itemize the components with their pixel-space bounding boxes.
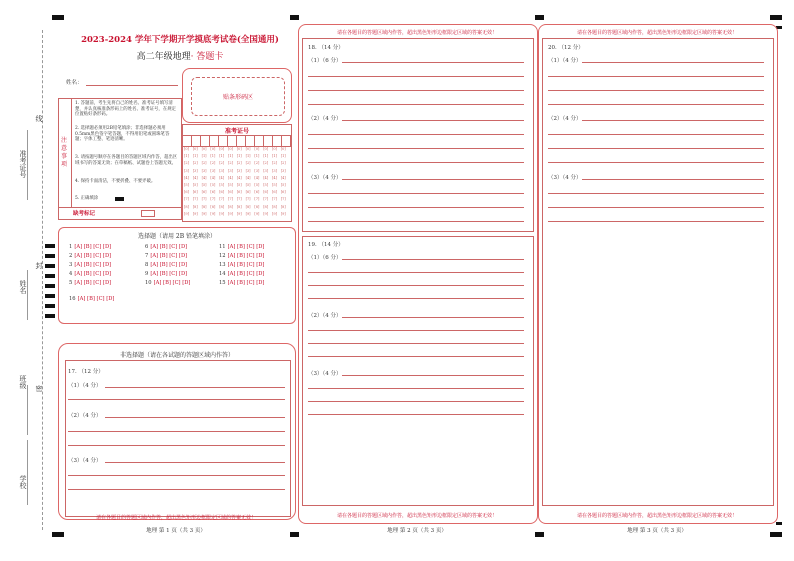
digit-bubble[interactable]: [3] bbox=[280, 168, 286, 173]
digit-bubble[interactable]: [7] bbox=[280, 197, 286, 202]
digit-bubble[interactable]: [3] bbox=[184, 168, 189, 173]
digit-bubble[interactable]: [6] bbox=[228, 190, 233, 195]
timing-mark bbox=[45, 304, 55, 308]
answer-line[interactable] bbox=[548, 104, 764, 105]
registration-mark bbox=[535, 15, 544, 20]
answer-line[interactable] bbox=[582, 120, 764, 121]
digit-bubble[interactable]: [8] bbox=[210, 204, 216, 209]
answer-line[interactable] bbox=[308, 401, 524, 402]
digit-bubble[interactable]: [1] bbox=[263, 154, 269, 159]
line-side-label: 线 bbox=[35, 115, 43, 122]
name-label: 姓名： bbox=[66, 80, 83, 86]
digit-bubble[interactable]: [4] bbox=[219, 175, 225, 180]
digit-bubble[interactable]: [2] bbox=[245, 161, 251, 166]
digit-bubble[interactable]: [8] bbox=[254, 204, 260, 209]
side-underline bbox=[27, 130, 28, 200]
digit-bubble[interactable]: [6] bbox=[280, 190, 286, 195]
choice-options[interactable]: [A] [B] [C] [D] bbox=[150, 253, 188, 259]
choice-number: 14 bbox=[219, 271, 226, 277]
absent-checkbox[interactable] bbox=[141, 210, 155, 217]
digit-bubble[interactable]: [0] bbox=[280, 147, 286, 151]
digit-bubble[interactable]: [5] bbox=[228, 183, 233, 187]
choice-options[interactable]: [A] [B] [C] [D] bbox=[74, 244, 112, 250]
school-side-label: 学校 bbox=[19, 475, 27, 489]
question-18-title: 18. （14 分） bbox=[308, 45, 344, 51]
digit-bubble[interactable]: [9] bbox=[245, 211, 251, 216]
digit-bubble[interactable]: [2] bbox=[263, 161, 269, 166]
choice-options[interactable]: [A] [B] [C] [D] bbox=[77, 296, 115, 302]
digit-bubble[interactable]: [0] bbox=[254, 147, 260, 151]
choice-options[interactable]: [A] [B] [C] [D] bbox=[227, 253, 265, 259]
answer-line[interactable] bbox=[68, 489, 285, 490]
digit-bubble[interactable]: [0] bbox=[210, 147, 216, 151]
note-item: 4. 保持卡面清洁，不要折叠、不要弄破。 bbox=[75, 179, 156, 184]
timing-mark bbox=[45, 274, 55, 278]
digit-bubble[interactable]: [5] bbox=[201, 183, 207, 187]
exam-id-label: 准考证号 bbox=[224, 128, 249, 135]
subtitle-subject: 高二年级地理 bbox=[136, 52, 191, 62]
digit-bubble[interactable]: [5] bbox=[245, 183, 251, 187]
digit-bubble[interactable]: [7] bbox=[272, 197, 277, 202]
page-title: 2023-2024 学年下学期开学摸底考试卷(全国通用) bbox=[81, 35, 279, 45]
side-underline bbox=[27, 440, 28, 505]
digit-bubble[interactable]: [9] bbox=[236, 211, 242, 216]
question-17-title: 17. （12 分） bbox=[68, 369, 104, 375]
digit-bubble[interactable]: [2] bbox=[219, 161, 225, 166]
choice-question-7[interactable] bbox=[145, 253, 187, 259]
digit-bubble[interactable]: [0] bbox=[192, 147, 198, 151]
note-item: 3. 请按题号顺序在各题目的答题区域内作答，超出区域书写的答案无效；在草稿纸、试题卷上答题无效。 bbox=[75, 155, 178, 166]
digit-bubble[interactable]: [7] bbox=[210, 197, 216, 202]
page-subtitle bbox=[60, 49, 300, 62]
question-18-box bbox=[302, 38, 534, 232]
digit-bubble[interactable]: [8] bbox=[245, 204, 251, 209]
q20-part-1: （1）（4 分） bbox=[548, 58, 582, 64]
choice-number: 16 bbox=[69, 296, 76, 302]
digit-bubble[interactable]: [8] bbox=[272, 204, 277, 209]
choice-options[interactable]: [A] [B] [C] [D] bbox=[74, 253, 112, 259]
page-3-footer: 地理 第 3 页（共 3 页） bbox=[627, 528, 687, 534]
digit-bubble[interactable]: [5] bbox=[254, 183, 260, 187]
q20-part-2: （2）（4 分） bbox=[548, 116, 582, 122]
timing-mark bbox=[45, 264, 55, 268]
question-19-title: 19. （14 分） bbox=[308, 242, 344, 248]
answer-line[interactable] bbox=[342, 317, 524, 318]
digit-bubble[interactable]: [5] bbox=[219, 183, 225, 187]
answer-line[interactable] bbox=[308, 90, 524, 91]
digit-bubble[interactable]: [7] bbox=[245, 197, 251, 202]
answer-line[interactable] bbox=[308, 104, 524, 105]
digit-bubble[interactable]: [2] bbox=[184, 161, 189, 166]
seal-side-label: 封 bbox=[35, 262, 43, 269]
choice-options[interactable]: [A] [B] [C] [D] bbox=[150, 271, 188, 277]
exam-id-grid bbox=[182, 124, 292, 222]
answer-line[interactable] bbox=[68, 475, 285, 476]
choice-question-3[interactable] bbox=[69, 262, 111, 268]
q18-part-2: （2）（4 分） bbox=[308, 116, 342, 122]
digit-bubble[interactable]: [7] bbox=[254, 197, 260, 202]
exam-number-side-label: 准考证号 bbox=[19, 150, 27, 178]
choice-question-14[interactable] bbox=[219, 271, 264, 277]
answer-line[interactable] bbox=[548, 221, 764, 222]
answer-line[interactable] bbox=[548, 207, 764, 208]
side-underline bbox=[27, 270, 28, 320]
choice-number: 6 bbox=[145, 244, 149, 250]
digit-bubble[interactable]: [1] bbox=[192, 154, 198, 159]
digit-bubble[interactable]: [0] bbox=[263, 147, 269, 151]
digit-bubble[interactable]: [3] bbox=[272, 168, 277, 173]
answer-line[interactable] bbox=[308, 285, 524, 286]
digit-bubble[interactable]: [1] bbox=[219, 154, 225, 159]
choice-question-1[interactable] bbox=[69, 244, 111, 250]
digit-bubble[interactable]: [5] bbox=[280, 183, 286, 187]
side-underline bbox=[27, 385, 28, 435]
answer-line[interactable] bbox=[342, 259, 524, 260]
q18-part-3: （3）（4 分） bbox=[308, 175, 342, 181]
choice-question-10[interactable] bbox=[145, 280, 190, 286]
digit-bubble[interactable]: [8] bbox=[263, 204, 269, 209]
choice-number: 3 bbox=[69, 262, 73, 268]
digit-bubble[interactable]: [1] bbox=[245, 154, 251, 159]
page-1-footer: 地理 第 1 页（共 3 页） bbox=[146, 528, 206, 534]
timing-mark bbox=[45, 254, 55, 258]
choice-question-5[interactable] bbox=[69, 280, 111, 286]
barcode-area bbox=[182, 68, 292, 123]
notes-title-column bbox=[59, 99, 72, 207]
digit-bubble[interactable]: [4] bbox=[184, 175, 189, 180]
choice-options[interactable]: [A] [B] [C] [D] bbox=[227, 262, 265, 268]
exam-id-digit-bubbles bbox=[184, 147, 290, 219]
answer-line[interactable] bbox=[308, 343, 524, 344]
boundary-notice: 请在各题目的答题区域内作答，超出黑色矩形边框限定区域的答案无效！ bbox=[95, 515, 256, 521]
notes-title-char: 事 bbox=[61, 153, 68, 160]
answer-line[interactable] bbox=[548, 193, 764, 194]
digit-bubble[interactable]: [7] bbox=[228, 197, 233, 202]
boundary-notice: 请在各题目的答题区域内作答，超出黑色矩形边框限定区域的答案无效！ bbox=[336, 513, 497, 519]
boundary-notice: 请在各题目的答题区域内作答，超出黑色矩形边框限定区域的答案无效！ bbox=[576, 513, 737, 519]
boundary-notice: 请在各题目的答题区域内作答，超出黑色矩形边框限定区域的答案无效！ bbox=[336, 30, 497, 36]
boundary-notice: 请在各题目的答题区域内作答，超出黑色矩形边框限定区域的答案无效！ bbox=[576, 30, 737, 36]
q17-part-2: （2）（4 分） bbox=[68, 413, 102, 419]
exam-id-entry-row[interactable] bbox=[183, 135, 291, 147]
digit-bubble[interactable]: [0] bbox=[272, 147, 277, 151]
digit-bubble[interactable]: [5] bbox=[272, 183, 277, 187]
digit-bubble[interactable]: [6] bbox=[263, 190, 269, 195]
digit-bubble[interactable]: [1] bbox=[184, 154, 189, 159]
subtitle-suffix: · 答题卡 bbox=[190, 52, 224, 62]
filled-sample bbox=[115, 197, 124, 201]
answer-line[interactable] bbox=[308, 76, 524, 77]
digit-bubble[interactable]: [4] bbox=[245, 175, 251, 180]
digit-bubble[interactable]: [8] bbox=[228, 204, 233, 209]
note-item: 5. 正确填涂 bbox=[75, 196, 99, 201]
choice-question-2[interactable] bbox=[69, 253, 111, 259]
digit-bubble[interactable]: [4] bbox=[192, 175, 198, 180]
answer-line[interactable] bbox=[582, 62, 764, 63]
answer-line[interactable] bbox=[308, 148, 524, 149]
answer-line[interactable] bbox=[308, 193, 524, 194]
digit-bubble[interactable]: [3] bbox=[192, 168, 198, 173]
digit-bubble[interactable]: [4] bbox=[272, 175, 277, 180]
digit-bubble[interactable]: [5] bbox=[192, 183, 198, 187]
digit-bubble[interactable]: [1] bbox=[254, 154, 260, 159]
answer-line[interactable] bbox=[342, 179, 524, 180]
digit-bubble[interactable]: [6] bbox=[219, 190, 225, 195]
digit-bubble[interactable]: [2] bbox=[236, 161, 242, 166]
choice-question-11[interactable] bbox=[219, 244, 264, 250]
digit-bubble[interactable]: [9] bbox=[263, 211, 269, 216]
digit-bubble[interactable]: [0] bbox=[245, 147, 251, 151]
digit-bubble[interactable]: [7] bbox=[219, 197, 225, 202]
answer-line[interactable] bbox=[68, 445, 285, 446]
notes-title-char: 意 bbox=[61, 145, 68, 152]
answer-line[interactable] bbox=[548, 76, 764, 77]
choice-options[interactable]: [A] [B] [C] [D] bbox=[150, 244, 188, 250]
digit-bubble[interactable]: [0] bbox=[236, 147, 242, 151]
digit-bubble[interactable]: [6] bbox=[236, 190, 242, 195]
digit-bubble[interactable]: [8] bbox=[201, 204, 207, 209]
note-item: 2. 选择题必须用2B铅笔填涂；非选择题必须用0.5mm黑色签字笔答题，不得用铅笔或圆珠笔答题；字体工整、笔迹清晰。 bbox=[75, 126, 170, 143]
digit-bubble[interactable]: [7] bbox=[263, 197, 269, 202]
answer-line[interactable] bbox=[308, 272, 524, 273]
digit-bubble[interactable]: [2] bbox=[192, 161, 198, 166]
choice-question-6[interactable] bbox=[145, 244, 187, 250]
digit-bubble[interactable]: [4] bbox=[280, 175, 286, 180]
registration-mark bbox=[290, 15, 299, 20]
barcode-inner bbox=[191, 77, 285, 116]
choice-grid bbox=[59, 228, 295, 323]
digit-bubble[interactable]: [8] bbox=[219, 204, 225, 209]
digit-bubble[interactable]: [9] bbox=[201, 211, 207, 216]
q17-part-1: （1）（4 分） bbox=[68, 383, 102, 389]
digit-bubble[interactable]: [1] bbox=[201, 154, 207, 159]
digit-bubble[interactable]: [4] bbox=[263, 175, 269, 180]
answer-line[interactable] bbox=[68, 399, 285, 400]
q19-part-3: （3）（4 分） bbox=[308, 371, 342, 377]
choice-question-8[interactable] bbox=[145, 262, 187, 268]
digit-bubble[interactable]: [4] bbox=[228, 175, 233, 180]
choice-number: 5 bbox=[69, 280, 73, 286]
timing-mark bbox=[45, 294, 55, 298]
digit-bubble[interactable]: [9] bbox=[210, 211, 216, 216]
digit-bubble[interactable]: [6] bbox=[201, 190, 207, 195]
choice-number: 9 bbox=[145, 271, 149, 277]
digit-bubble[interactable]: [6] bbox=[192, 190, 198, 195]
notes-title-char: 注 bbox=[61, 137, 68, 144]
choice-question-12[interactable] bbox=[219, 253, 264, 259]
answer-line[interactable] bbox=[308, 221, 524, 222]
choice-options[interactable]: [A] [B] [C] [D] bbox=[74, 280, 112, 286]
answer-line[interactable] bbox=[548, 148, 764, 149]
answer-line[interactable] bbox=[308, 134, 524, 135]
digit-bubble[interactable]: [4] bbox=[201, 175, 207, 180]
answer-line[interactable] bbox=[105, 462, 285, 463]
registration-mark bbox=[52, 15, 64, 20]
digit-bubble[interactable]: [0] bbox=[201, 147, 207, 151]
choice-number: 4 bbox=[69, 271, 73, 277]
answer-line[interactable] bbox=[342, 375, 524, 376]
choice-number: 11 bbox=[219, 244, 226, 250]
q19-part-1: （1）（6 分） bbox=[308, 255, 342, 261]
answer-line[interactable] bbox=[548, 90, 764, 91]
digit-bubble[interactable]: [8] bbox=[184, 204, 189, 209]
digit-bubble[interactable]: [0] bbox=[228, 147, 233, 151]
digit-bubble[interactable]: [6] bbox=[245, 190, 251, 195]
answer-line[interactable] bbox=[342, 62, 524, 63]
digit-bubble[interactable]: [2] bbox=[201, 161, 207, 166]
digit-bubble[interactable]: [2] bbox=[272, 161, 277, 166]
digit-bubble[interactable]: [4] bbox=[236, 175, 242, 180]
digit-bubble[interactable]: [5] bbox=[184, 183, 189, 187]
choice-number: 10 bbox=[145, 280, 152, 286]
choice-options[interactable]: [A] [B] [C] [D] bbox=[74, 262, 112, 268]
answer-line[interactable] bbox=[308, 298, 524, 299]
timing-mark bbox=[45, 314, 55, 318]
digit-bubble[interactable]: [8] bbox=[280, 204, 286, 209]
answer-line[interactable] bbox=[308, 207, 524, 208]
answer-line[interactable] bbox=[308, 414, 524, 415]
digit-bubble[interactable]: [9] bbox=[219, 211, 225, 216]
digit-bubble[interactable]: [6] bbox=[272, 190, 277, 195]
notes-title-char: 项 bbox=[61, 161, 68, 168]
digit-bubble[interactable]: [5] bbox=[263, 183, 269, 187]
absent-label: 缺考标记 bbox=[73, 211, 96, 217]
digit-bubble[interactable]: [1] bbox=[272, 154, 277, 159]
digit-bubble[interactable]: [3] bbox=[254, 168, 260, 173]
nonchoice-title: 非选择题（请在各试题的答题区域内作答） bbox=[119, 352, 234, 359]
digit-bubble[interactable]: [6] bbox=[184, 190, 189, 195]
class-side-label: 班级 bbox=[19, 375, 27, 389]
name-side-label: 姓名 bbox=[19, 280, 27, 294]
choice-options[interactable]: [A] [B] [C] [D] bbox=[227, 271, 265, 277]
digit-bubble[interactable]: [9] bbox=[254, 211, 260, 216]
choice-question-4[interactable] bbox=[69, 271, 111, 277]
digit-bubble[interactable]: [1] bbox=[210, 154, 216, 159]
choice-section bbox=[58, 227, 296, 324]
q20-part-3: （3）（4 分） bbox=[548, 175, 582, 181]
q17-part-3: （3）（4 分） bbox=[68, 458, 102, 464]
digit-bubble[interactable]: [1] bbox=[228, 154, 233, 159]
digit-bubble[interactable]: [3] bbox=[263, 168, 269, 173]
digit-bubble[interactable]: [3] bbox=[219, 168, 225, 173]
q18-part-1: （1）（6 分） bbox=[308, 58, 342, 64]
digit-bubble[interactable]: [7] bbox=[192, 197, 198, 202]
digit-bubble[interactable]: [7] bbox=[184, 197, 189, 202]
digit-bubble[interactable]: [1] bbox=[236, 154, 242, 159]
digit-bubble[interactable]: [2] bbox=[210, 161, 216, 166]
question-20-box bbox=[542, 38, 774, 506]
notes-box bbox=[58, 98, 182, 208]
answer-line[interactable] bbox=[308, 162, 524, 163]
digit-bubble[interactable]: [8] bbox=[192, 204, 198, 209]
answer-line[interactable] bbox=[548, 134, 764, 135]
answer-line[interactable] bbox=[548, 162, 764, 163]
digit-bubble[interactable]: [3] bbox=[236, 168, 242, 173]
choice-question-9[interactable] bbox=[145, 271, 187, 277]
digit-bubble[interactable]: [2] bbox=[280, 161, 286, 166]
digit-bubble[interactable]: [6] bbox=[254, 190, 260, 195]
digit-bubble[interactable]: [9] bbox=[272, 211, 277, 216]
answer-line[interactable] bbox=[68, 431, 285, 432]
choice-question-16[interactable] bbox=[69, 296, 114, 302]
digit-bubble[interactable]: [2] bbox=[254, 161, 260, 166]
registration-mark bbox=[770, 15, 782, 20]
q19-part-2: （2）（4 分） bbox=[308, 313, 342, 319]
digit-bubble[interactable]: [4] bbox=[254, 175, 260, 180]
barcode-label: 贴条形码区 bbox=[222, 94, 253, 101]
digit-bubble[interactable]: [1] bbox=[280, 154, 286, 159]
question-20-title: 20. （12 分） bbox=[548, 45, 584, 51]
choice-number: 15 bbox=[219, 280, 226, 286]
choice-title: 选择题（请用 2B 铅笔填涂） bbox=[137, 233, 217, 240]
digit-bubble[interactable]: [3] bbox=[201, 168, 207, 173]
answer-line[interactable] bbox=[582, 179, 764, 180]
answer-line[interactable] bbox=[308, 356, 524, 357]
choice-options[interactable]: [A] [B] [C] [D] bbox=[153, 280, 191, 286]
digit-bubble[interactable]: [3] bbox=[245, 168, 251, 173]
choice-number: 12 bbox=[219, 253, 226, 259]
choice-number: 7 bbox=[145, 253, 149, 259]
name-field[interactable] bbox=[86, 85, 178, 86]
digit-bubble[interactable]: [7] bbox=[201, 197, 207, 202]
digit-bubble[interactable]: [5] bbox=[210, 183, 216, 187]
choice-number: 1 bbox=[69, 244, 73, 250]
digit-bubble[interactable]: [9] bbox=[184, 211, 189, 216]
answer-line[interactable] bbox=[342, 120, 524, 121]
choice-number: 13 bbox=[219, 262, 226, 268]
page-2-footer: 地理 第 2 页（共 3 页） bbox=[387, 528, 447, 534]
digit-bubble[interactable]: [7] bbox=[236, 197, 242, 202]
choice-number: 8 bbox=[145, 262, 149, 268]
digit-bubble[interactable]: [6] bbox=[210, 190, 216, 195]
fold-side-label: 密 bbox=[35, 385, 43, 392]
digit-bubble[interactable]: [3] bbox=[210, 168, 216, 173]
answer-line[interactable] bbox=[105, 417, 285, 418]
digit-bubble[interactable]: [0] bbox=[219, 147, 225, 151]
choice-options[interactable]: [A] [B] [C] [D] bbox=[74, 271, 112, 277]
digit-bubble[interactable]: [5] bbox=[236, 183, 242, 187]
choice-options[interactable]: [A] [B] [C] [D] bbox=[150, 262, 188, 268]
choice-options[interactable]: [A] [B] [C] [D] bbox=[227, 244, 265, 250]
choice-number: 2 bbox=[69, 253, 73, 259]
timing-mark bbox=[45, 284, 55, 288]
answer-line[interactable] bbox=[308, 388, 524, 389]
absent-box bbox=[58, 207, 182, 220]
digit-bubble[interactable]: [9] bbox=[192, 211, 198, 216]
digit-bubble[interactable]: [9] bbox=[228, 211, 233, 216]
digit-bubble[interactable]: [3] bbox=[228, 168, 233, 173]
digit-bubble[interactable]: [9] bbox=[280, 211, 286, 216]
note-item: 1. 答题前，考生先将自己的姓名、准考证号填写清楚，并认真核准条形码上的姓名、准考证号，在规定位置贴好条形码。 bbox=[75, 101, 176, 118]
choice-question-13[interactable] bbox=[219, 262, 264, 268]
choice-question-15[interactable] bbox=[219, 280, 264, 286]
digit-bubble[interactable]: [2] bbox=[228, 161, 233, 166]
answer-line[interactable] bbox=[105, 387, 285, 388]
digit-bubble[interactable]: [0] bbox=[184, 147, 189, 151]
digit-bubble[interactable]: [8] bbox=[236, 204, 242, 209]
choice-options[interactable]: [A] [B] [C] [D] bbox=[227, 280, 265, 286]
binding-dashed-line bbox=[42, 30, 43, 530]
registration-mark bbox=[776, 522, 782, 525]
timing-mark bbox=[45, 244, 55, 248]
answer-line[interactable] bbox=[308, 330, 524, 331]
digit-bubble[interactable]: [4] bbox=[210, 175, 216, 180]
